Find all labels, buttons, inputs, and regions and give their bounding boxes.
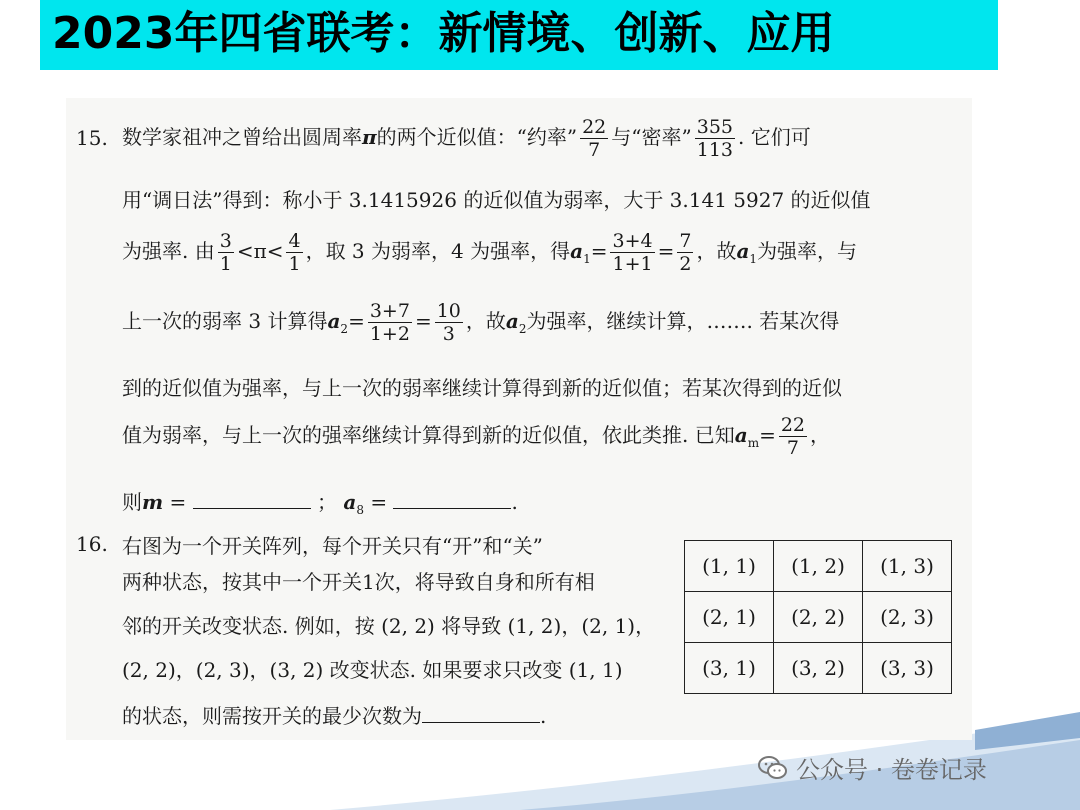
fraction-355-113: $\frac{355}{113}$ [696, 116, 733, 161]
switch-cell: (2, 1) [685, 592, 774, 643]
fraction-7-2: $\frac{7}{2}$ [679, 230, 692, 275]
q15-line-2: 用“调日法”得到：称小于 3.1415926 的近似值为弱率，大于 3.141 5927 的近似值 [122, 188, 871, 212]
q16-line-5: 的状态，则需按开关的最少次数为 . [122, 704, 547, 728]
q15-line-5: 到的近似值为强率，与上一次的弱率继续计算得到新的近似值；若某次得到的近似 [122, 376, 842, 400]
q15-line-1: 数学家祖冲之曾给出圆周率π的两个近似值：“约率” $\frac{22}{7}$ 与“密率” $\frac{355}{113}$ . 它们可 [122, 116, 811, 161]
title-banner [40, 0, 998, 70]
watermark-text: 公众号 · 卷卷记录 [796, 756, 987, 784]
switch-cell: (3, 1) [685, 643, 774, 694]
table-row [685, 643, 952, 694]
q16-line-4: (2, 2)，(2, 3)，(3, 2) 改变状态. 如果要求只改变 (1, 1) [122, 658, 623, 682]
fraction-3p7-1p2: $\frac{3+7}{1+2}$ [369, 300, 410, 345]
switch-cell: (1, 3) [863, 541, 952, 592]
switch-cell: (1, 1) [685, 541, 774, 592]
table-row [685, 592, 952, 643]
q16-line-2: 两种状态，按其中一个开关1次，将导致自身和所有相 [122, 570, 595, 594]
fraction-10-3: $\frac{10}{3}$ [436, 300, 461, 345]
wechat-icon [758, 755, 788, 787]
q15-line-3: 为强率. 由 $\frac{3}{1}$ <π< $\frac{4}{1}$ ，取 3 为弱率，4 为强率，得$a_1=$ $\frac{3+4}{1+1}$ = $\frac{7}{2}$ ，故$a_1$为强率，与 [122, 230, 858, 275]
switch-array-table [684, 540, 952, 694]
q16-line-3: 邻的开关改变状态. 例如，按 (2, 2) 将导致 (1, 2)，(2, 1)， [122, 614, 656, 638]
fraction-3-1: $\frac{3}{1}$ [219, 230, 232, 275]
watermark [758, 750, 987, 787]
switch-cell: (1, 2) [774, 541, 863, 592]
q16-line-1: 右图为一个开关阵列，每个开关只有“开”和“关” [122, 534, 543, 558]
answer-blank-a8[interactable] [393, 490, 511, 509]
answer-blank-m[interactable] [193, 490, 311, 509]
q15-line-7: 则m = ； $a_8$ = . [122, 490, 518, 517]
q16-number: 16. [76, 532, 108, 556]
q15-number: 15. [76, 126, 108, 150]
fraction-4-1: $\frac{4}{1}$ [288, 230, 301, 275]
fraction-22-7-b: $\frac{22}{7}$ [780, 414, 806, 459]
page-title: 2023年四省联考：新情境、创新、应用 [52, 8, 835, 59]
q15-line-4: 上一次的弱率 3 计算得$a_2=$ $\frac{3+7}{1+2}$ = $\frac{10}{3}$ ，故$a_2$为强率，继续计算，……. 若某次得 [122, 300, 840, 345]
switch-cell: (2, 3) [863, 592, 952, 643]
switch-cell: (2, 2) [774, 592, 863, 643]
switch-cell: (3, 2) [774, 643, 863, 694]
q15-line-6: 值为弱率，与上一次的强率继续计算得到新的近似值，依此类推. 已知$a_m=$ $\frac{22}{7}$ ， [122, 414, 831, 459]
fraction-22-7: $\frac{22}{7}$ [582, 116, 607, 161]
fraction-3p4-1p1: $\frac{3+4}{1+1}$ [612, 230, 653, 275]
switch-cell: (3, 3) [863, 643, 952, 694]
answer-blank-q16[interactable] [422, 704, 540, 723]
table-row [685, 541, 952, 592]
